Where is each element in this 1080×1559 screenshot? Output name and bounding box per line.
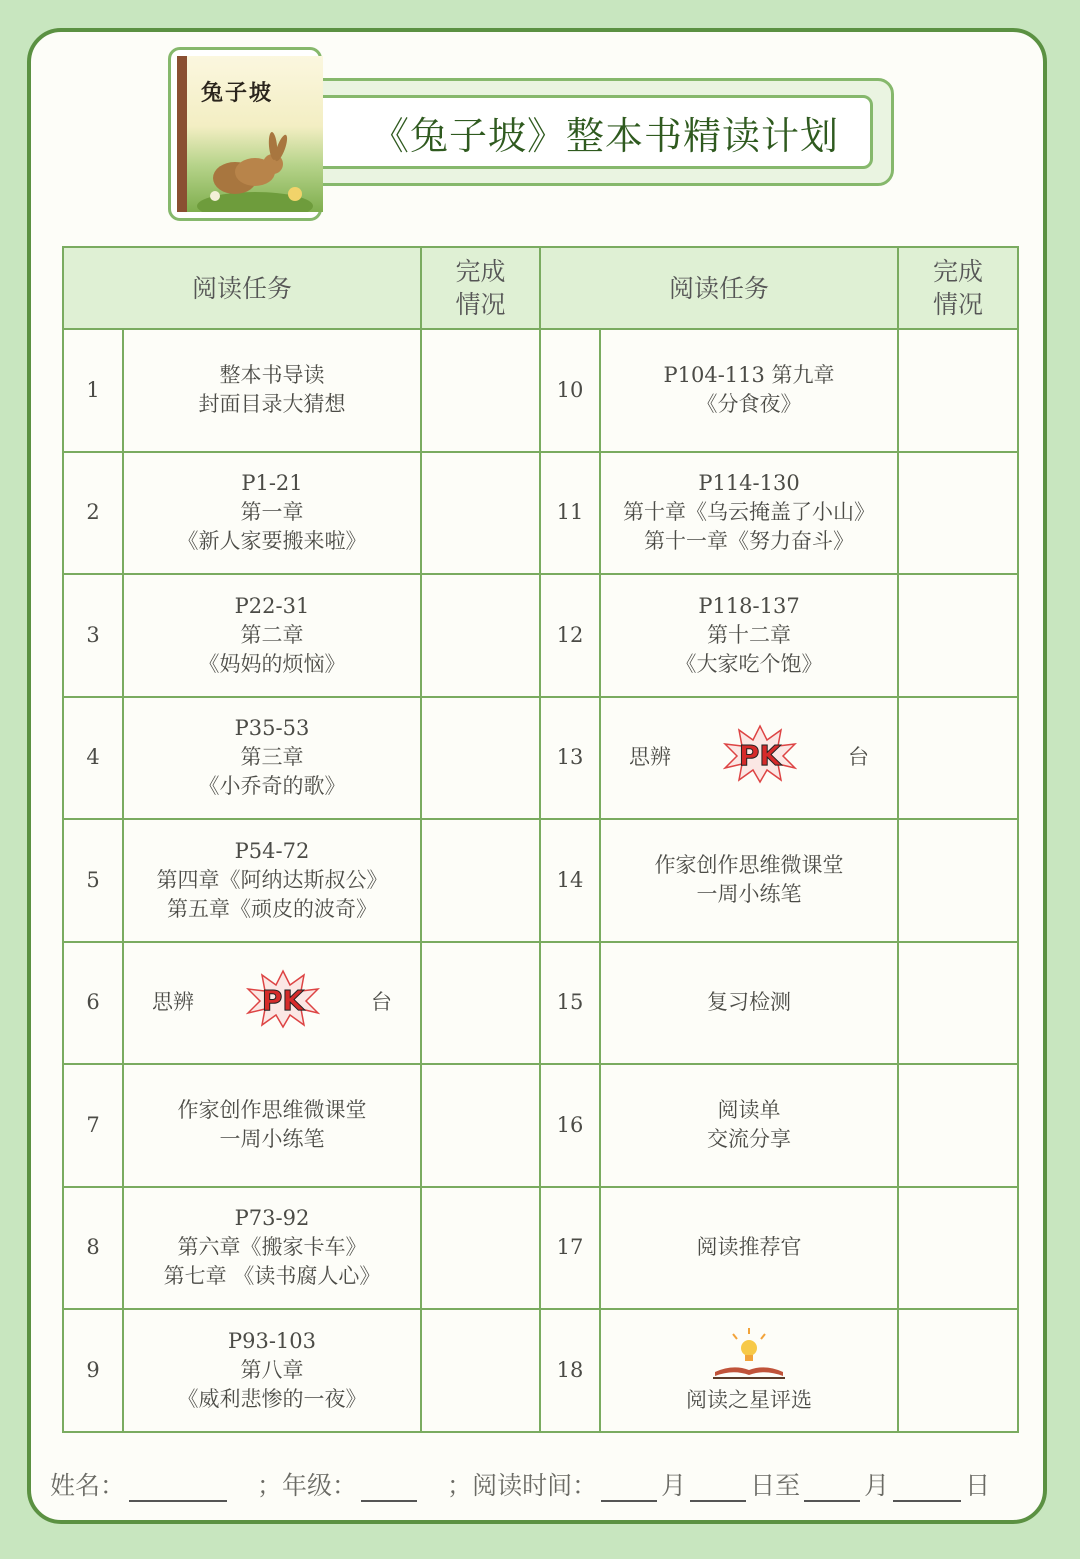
task-text: 第七章 《读书腐人心》 bbox=[163, 1264, 381, 1289]
status-cell[interactable] bbox=[421, 1309, 540, 1432]
task-cell bbox=[600, 452, 898, 575]
status-cell[interactable] bbox=[421, 942, 540, 1065]
day-to-label: 日至 bbox=[750, 1471, 801, 1500]
table-row bbox=[63, 1187, 1018, 1310]
status-cell[interactable] bbox=[898, 819, 1018, 942]
task-text: P73-92 bbox=[234, 1206, 310, 1231]
task-cell bbox=[600, 942, 898, 1065]
task-text: 整本书导读 bbox=[219, 363, 325, 388]
task-cell bbox=[600, 1064, 898, 1187]
task-text: 一周小练笔 bbox=[696, 882, 802, 907]
book-cover-title: 兔子坡 bbox=[201, 81, 274, 106]
status-cell[interactable] bbox=[421, 697, 540, 820]
task-text: P118-137 bbox=[698, 593, 800, 618]
task-text: 《威利悲惨的一夜》 bbox=[177, 1386, 367, 1411]
day-label: 日 bbox=[965, 1471, 991, 1500]
task-text: 第八章 bbox=[240, 1357, 304, 1382]
task-number: 8 bbox=[63, 1187, 123, 1310]
task-number: 3 bbox=[63, 574, 123, 697]
task-cell bbox=[123, 329, 421, 452]
status-cell[interactable] bbox=[421, 452, 540, 575]
task-text: 第四章《阿纳达斯叔公》 bbox=[156, 867, 388, 892]
task-text: 第六章《搬家卡车》 bbox=[177, 1235, 367, 1260]
task-text: 封面目录大猜想 bbox=[198, 392, 346, 417]
task-text: 阅读推荐官 bbox=[696, 1235, 802, 1260]
rabbit-illustration-icon bbox=[195, 114, 315, 212]
status-cell[interactable] bbox=[898, 452, 1018, 575]
table-row bbox=[63, 942, 1018, 1065]
task-text: 《大家吃个饱》 bbox=[675, 651, 823, 676]
svg-text:PK: PK bbox=[738, 738, 781, 772]
task-text: P93-103 bbox=[227, 1328, 317, 1353]
task-number: 18 bbox=[540, 1309, 600, 1432]
task-text: 第一章 bbox=[240, 500, 304, 525]
task-text: 阅读之星评选 bbox=[686, 1387, 813, 1412]
task-text: 复习检测 bbox=[707, 990, 792, 1015]
task-text: P114-130 bbox=[698, 471, 800, 496]
task-number: 6 bbox=[63, 942, 123, 1065]
task-cell bbox=[123, 574, 421, 697]
status-cell[interactable] bbox=[898, 1309, 1018, 1432]
header-status-right: 完成 情况 bbox=[898, 247, 1018, 329]
table-row bbox=[63, 1309, 1018, 1432]
status-cell[interactable] bbox=[421, 1064, 540, 1187]
task-text: P54-72 bbox=[234, 838, 310, 863]
debate-label: 思辨 bbox=[629, 745, 672, 770]
table-row bbox=[63, 819, 1018, 942]
task-number: 14 bbox=[540, 819, 600, 942]
task-number: 11 bbox=[540, 452, 600, 575]
status-cell[interactable] bbox=[898, 942, 1018, 1065]
header-task-right: 阅读任务 bbox=[540, 247, 898, 329]
task-cell bbox=[600, 1309, 898, 1432]
task-text: 第五章《顽皮的波奇》 bbox=[167, 896, 377, 921]
task-cell bbox=[600, 329, 898, 452]
task-cell bbox=[123, 819, 421, 942]
page-title: 《兔子坡》整本书精读计划 bbox=[370, 113, 839, 158]
pk-badge bbox=[723, 724, 797, 792]
table-row bbox=[63, 1064, 1018, 1187]
task-cell bbox=[123, 1309, 421, 1432]
name-label: 姓名： bbox=[50, 1471, 126, 1500]
task-text: 第二章 bbox=[240, 622, 304, 647]
task-text: 作家创作思维微课堂 bbox=[177, 1098, 367, 1123]
book-cover bbox=[168, 47, 322, 221]
status-cell[interactable] bbox=[421, 329, 540, 452]
task-cell bbox=[123, 697, 421, 820]
stage-label: 台 bbox=[371, 990, 392, 1015]
task-number: 1 bbox=[63, 329, 123, 452]
task-number: 12 bbox=[540, 574, 600, 697]
table-header-row bbox=[63, 247, 1018, 329]
task-cell bbox=[600, 574, 898, 697]
task-number: 15 bbox=[540, 942, 600, 1065]
pk-icon bbox=[246, 969, 320, 1029]
month-label: 月 bbox=[661, 1471, 687, 1500]
task-text: 第十二章 bbox=[707, 622, 792, 647]
task-text: P1-21 bbox=[241, 471, 303, 496]
task-cell bbox=[123, 1064, 421, 1187]
reading-time-label: 阅读时间： bbox=[472, 1471, 598, 1500]
task-number: 7 bbox=[63, 1064, 123, 1187]
status-cell[interactable] bbox=[421, 819, 540, 942]
task-cell bbox=[600, 697, 898, 820]
task-number: 4 bbox=[63, 697, 123, 820]
task-text: 《小乔奇的歌》 bbox=[198, 774, 346, 799]
task-text: 作家创作思维微课堂 bbox=[654, 853, 844, 878]
task-text: P22-31 bbox=[234, 593, 310, 618]
status-cell[interactable] bbox=[421, 574, 540, 697]
task-text: 阅读单 bbox=[717, 1098, 781, 1123]
name-field[interactable] bbox=[129, 1470, 227, 1502]
debate-stage bbox=[601, 724, 897, 792]
task-text: 第十章《乌云掩盖了小山》 bbox=[623, 500, 876, 525]
task-text: P104-113 第九章 bbox=[663, 363, 835, 388]
start-month-field[interactable] bbox=[601, 1470, 657, 1502]
grade-label: 年级： bbox=[282, 1471, 358, 1500]
lightbulb-book-icon bbox=[709, 1326, 789, 1382]
task-text: 一周小练笔 bbox=[219, 1127, 325, 1152]
status-cell[interactable] bbox=[898, 574, 1018, 697]
task-cell bbox=[123, 1187, 421, 1310]
task-number: 10 bbox=[540, 329, 600, 452]
table-row bbox=[63, 697, 1018, 820]
title-banner bbox=[300, 78, 894, 186]
task-cell bbox=[123, 942, 421, 1065]
header-status-left: 完成 情况 bbox=[421, 247, 540, 329]
start-day-field[interactable] bbox=[690, 1470, 746, 1502]
student-info-footer bbox=[50, 1458, 1040, 1502]
pk-icon bbox=[723, 724, 797, 784]
task-text: 交流分享 bbox=[707, 1127, 792, 1152]
task-text: 《新人家要搬来啦》 bbox=[177, 529, 367, 554]
task-text: P35-53 bbox=[234, 716, 310, 741]
task-cell bbox=[600, 1187, 898, 1310]
status-cell[interactable] bbox=[898, 1187, 1018, 1310]
status-cell[interactable] bbox=[421, 1187, 540, 1310]
lightbulb-book bbox=[601, 1326, 897, 1382]
table-row bbox=[63, 574, 1018, 697]
header-task-left: 阅读任务 bbox=[63, 247, 421, 329]
pk-badge bbox=[246, 969, 320, 1037]
task-number: 17 bbox=[540, 1187, 600, 1310]
task-number: 13 bbox=[540, 697, 600, 820]
task-number: 9 bbox=[63, 1309, 123, 1432]
reading-plan-table bbox=[62, 246, 1019, 1433]
status-cell[interactable] bbox=[898, 1064, 1018, 1187]
end-month-field[interactable] bbox=[804, 1470, 860, 1502]
task-number: 16 bbox=[540, 1064, 600, 1187]
status-cell[interactable] bbox=[898, 697, 1018, 820]
task-text: 《妈妈的烦恼》 bbox=[198, 651, 346, 676]
table-row bbox=[63, 452, 1018, 575]
task-text: 第三章 bbox=[240, 745, 304, 770]
status-cell[interactable] bbox=[898, 329, 1018, 452]
svg-text:PK: PK bbox=[261, 983, 304, 1017]
end-day-field[interactable] bbox=[893, 1470, 961, 1502]
task-cell bbox=[600, 819, 898, 942]
task-number: 5 bbox=[63, 819, 123, 942]
month-label: 月 bbox=[864, 1471, 890, 1500]
separator: ； bbox=[257, 1471, 283, 1500]
task-text: 《分食夜》 bbox=[696, 392, 802, 417]
task-cell bbox=[123, 452, 421, 575]
task-number: 2 bbox=[63, 452, 123, 575]
grade-field[interactable] bbox=[361, 1470, 417, 1502]
table-row bbox=[63, 329, 1018, 452]
stage-label: 台 bbox=[848, 745, 870, 770]
debate-stage bbox=[124, 969, 420, 1037]
separator: ； bbox=[447, 1471, 473, 1500]
task-text: 第十一章《努力奋斗》 bbox=[644, 529, 855, 554]
debate-label: 思辨 bbox=[152, 990, 194, 1015]
